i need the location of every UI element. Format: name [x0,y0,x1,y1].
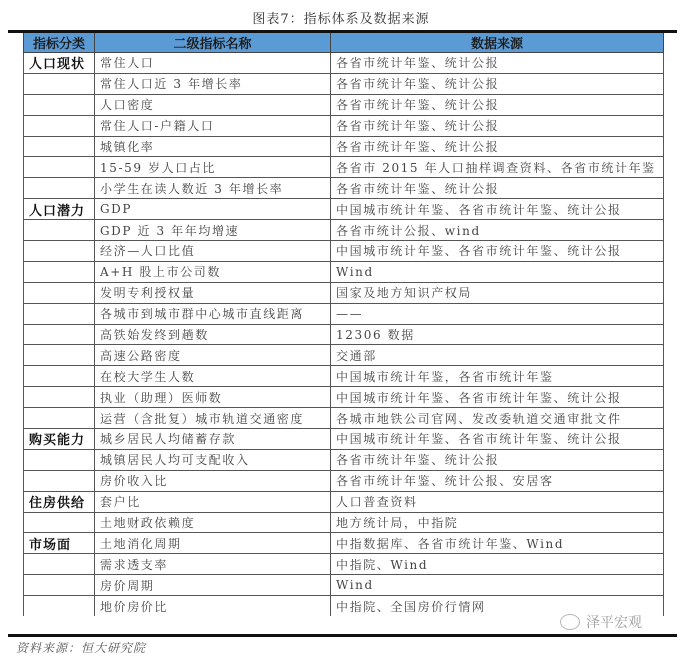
table-row [24,387,664,408]
table-row [24,220,664,241]
row-source: 各省市统计年鉴、统计公报 [331,115,664,136]
watermark [560,612,642,632]
table-row [24,408,664,429]
table-header-row [24,33,664,53]
row-indicator: 高速公路密度 [95,345,331,366]
row-indicator: 需求透支率 [95,554,331,575]
row-source: 各城市地铁公司官网、发改委轨道交通审批文件 [331,408,664,429]
table-row [24,94,664,115]
row-category [24,345,95,366]
row-category: 住房供给 [24,491,95,512]
row-indicator: 经济—人口比值 [95,241,331,262]
row-source: 各省市统计年鉴、统计公报 [331,178,664,199]
row-category: 人口潜力 [24,199,95,220]
source-note: 资料来源：恒大研究院 [16,641,147,655]
row-category: 人口现状 [24,53,95,74]
row-source: Wind [331,261,664,282]
figure-title: 图表7：指标体系及数据来源 [252,12,430,27]
row-source: 各省市统计年鉴、统计公报 [331,53,664,74]
row-indicator: 城镇居民人均可支配收入 [95,449,331,470]
row-indicator: GDP [95,199,331,220]
row-indicator: 城乡居民人均储蓄存款 [95,429,331,450]
table-row [24,366,664,387]
row-indicator: 常住人口近 3 年增长率 [95,73,331,94]
table-row [24,199,664,220]
row-source: 人口普查资料 [331,491,664,512]
row-source: 交通部 [331,345,664,366]
table-row [24,449,664,470]
row-source: 中国城市统计年鉴、各省市统计年鉴、统计公报 [331,387,664,408]
table-row [24,554,664,575]
table-row [24,324,664,345]
row-category [24,261,95,282]
row-category [24,136,95,157]
row-source: 中国城市统计年鉴、各省市统计年鉴、统计公报 [331,241,664,262]
table-row [24,261,664,282]
row-category [24,303,95,324]
watermark-text: 泽平宏观 [586,615,642,631]
row-category [24,575,95,596]
row-category [24,324,95,345]
row-indicator: 发明专利授权量 [95,282,331,303]
table-row [24,533,664,554]
table-row [24,512,664,533]
header-indicator: 二级指标名称 [95,33,331,53]
table-row [24,73,664,94]
row-source: 中国城市统计年鉴，各省市统计年鉴 [331,366,664,387]
table-body [24,53,664,617]
row-source: 各省市统计年鉴、统计公报、安居客 [331,470,664,491]
row-source: 12306 数据 [331,324,664,345]
row-indicator: 运营（含批复）城市轨道交通密度 [95,408,331,429]
row-category [24,157,95,178]
row-indicator: A+H 股上市公司数 [95,261,331,282]
row-category [24,596,95,616]
indicator-table [23,33,664,616]
row-category [24,282,95,303]
row-category [24,366,95,387]
table-row [24,53,664,74]
row-indicator: 常住人口 [95,53,331,74]
row-source: 地方统计局，中指院 [331,512,664,533]
row-category [24,94,95,115]
row-source: 中指院、Wind [331,554,664,575]
row-category [24,73,95,94]
row-indicator: 房价周期 [95,575,331,596]
row-source: 中国城市统计年鉴、各省市统计年鉴、统计公报 [331,429,664,450]
row-source: —— [331,303,664,324]
wechat-icon [560,614,580,630]
row-source: 各省市统计年鉴、统计公报 [331,449,664,470]
table-row [24,241,664,262]
row-category [24,387,95,408]
row-source: 中指数据库、各省市统计年鉴、Wind [331,533,664,554]
row-source: 各省市统计公报、wind [331,220,664,241]
row-indicator: GDP 近 3 年年均增速 [95,220,331,241]
row-indicator: 套户比 [95,491,331,512]
header-source: 数据来源 [331,33,664,53]
table-row [24,491,664,512]
row-source: 中国城市统计年鉴、各省市统计年鉴、统计公报 [331,199,664,220]
row-source: 中指院、全国房价行情网 [331,596,664,616]
row-source: Wind [331,575,664,596]
row-category [24,115,95,136]
row-indicator: 执业（助理）医师数 [95,387,331,408]
row-category [24,512,95,533]
table-row [24,429,664,450]
row-indicator: 城镇化率 [95,136,331,157]
row-indicator: 房价收入比 [95,470,331,491]
row-source: 各省市 2015 年人口抽样调查资料、各省市统计年鉴 [331,157,664,178]
row-category [24,470,95,491]
row-indicator: 高铁始发终到趟数 [95,324,331,345]
table-row [24,575,664,596]
row-category [24,449,95,470]
row-source: 国家及地方知识产权局 [331,282,664,303]
row-category [24,178,95,199]
row-category: 购买能力 [24,429,95,450]
row-indicator: 在校大学生人数 [95,366,331,387]
table-row [24,470,664,491]
row-indicator: 常住人口-户籍人口 [95,115,331,136]
row-indicator: 土地财政依赖度 [95,512,331,533]
row-indicator: 人口密度 [95,94,331,115]
table-row [24,303,664,324]
row-category [24,408,95,429]
row-source: 各省市统计年鉴、统计公报 [331,136,664,157]
table-row [24,178,664,199]
row-source: 各省市统计年鉴、统计公报 [331,94,664,115]
row-indicator: 地价房价比 [95,596,331,616]
row-category: 市场面 [24,533,95,554]
row-indicator: 小学生在读人数近 3 年增长率 [95,178,331,199]
row-indicator: 土地消化周期 [95,533,331,554]
row-indicator: 各城市到城市群中心城市直线距离 [95,303,331,324]
row-category [24,554,95,575]
table-row [24,282,664,303]
bottom-rule [8,634,677,637]
table-row [24,345,664,366]
row-category [24,241,95,262]
row-indicator: 15-59 岁人口占比 [95,157,331,178]
table-row [24,115,664,136]
header-category: 指标分类 [24,33,95,53]
row-category [24,220,95,241]
table-row [24,157,664,178]
table-row [24,136,664,157]
row-source: 各省市统计年鉴、统计公报 [331,73,664,94]
